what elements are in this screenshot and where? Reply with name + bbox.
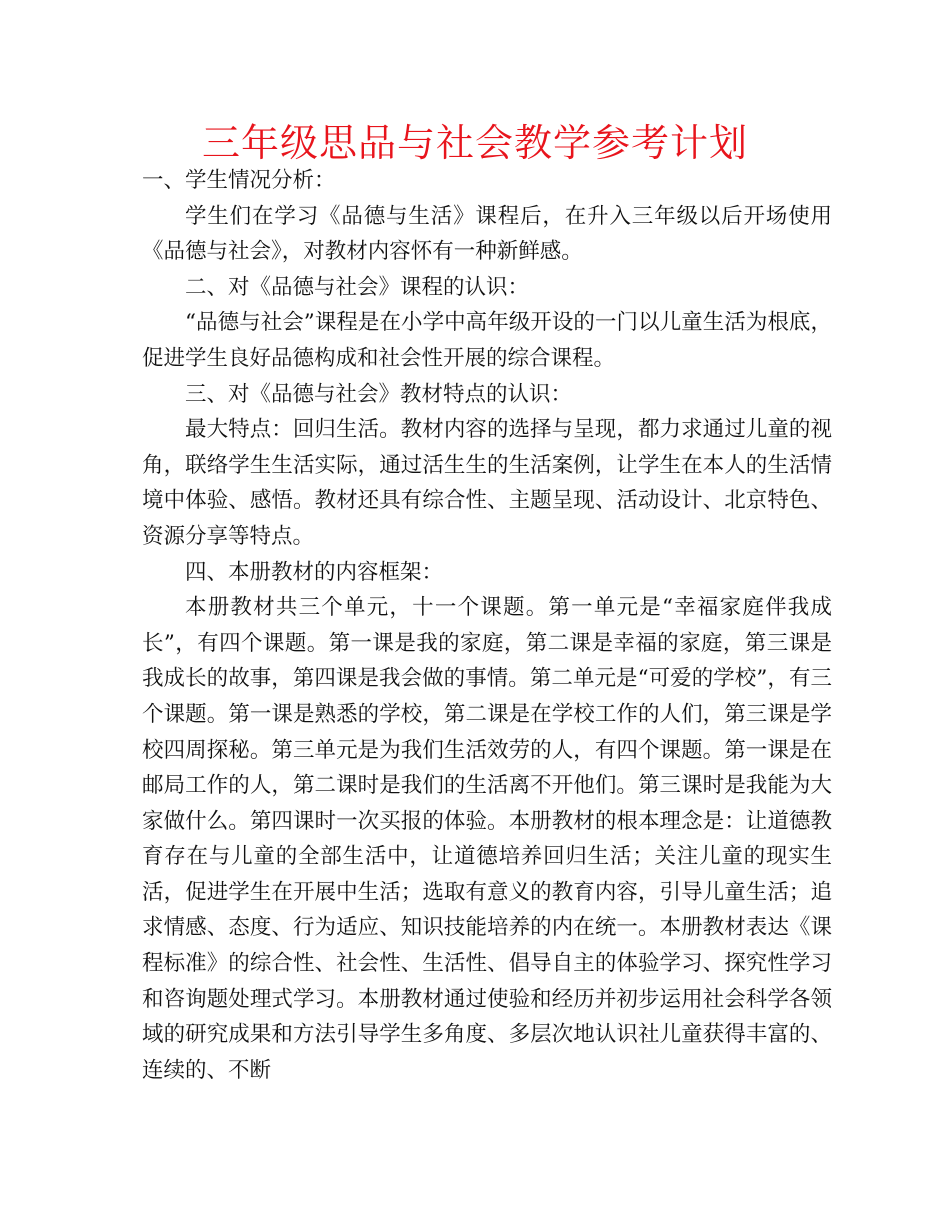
section-heading-textbook-features: 三、对《品德与社会》教材特点的认识： [185, 381, 573, 407]
section-heading-course-understanding: 二、对《品德与社会》课程的认识： [185, 274, 530, 300]
paragraph-content-framework: 本册教材共三个单元，十一个课题。第一单元是“幸福家庭伴我成长”，有四个课题。第一课是我的家庭，第二课是幸福的家庭，第三课是我成长的故事，第四课是我会做的事情。第二单元是“可爱的学校”，有三个课题。第一课是熟悉的学校，第二课是在学校工作的人们，第三课是学校四周探秘。第三单元是为我们生活效劳的人，有四个课题。第一课是在邮局工作的人，第二课时是我们的生活离不开他们。第三课时是我能为大家做什么。第四课时一次买报的体验。本册教材的根本理念是：让道德教育存在与儿童的全部生活中，让道德培养回归生活；关注儿童的现实生活，促进学生在开展中生活；选取有意义的教育内容，引导儿童生活；追求情感、态度、行为适应、知识技能培养的内在统一。本册教材表达《课程标准》的综合性、社会性、生活性、倡导自主的体验学习、探究性学习和咨询题处理式学习。本册教材通过使验和经历并初步运用社会科学各领域的研究成果和方法引导学生多角度、多层次地认识社儿童获得丰富的、连续的、不断 [142, 595, 832, 1083]
document-title: 三年级思品与社会教学参考计划 [201, 121, 748, 165]
paragraph-student-analysis: 学生们在学习《品德与生活》课程后，在升入三年级以后开场使用《品德与社会》，对教材内容怀有一种新鲜感。 [142, 203, 832, 265]
paragraph-textbook-features: 最大特点：回归生活。教材内容的选择与呈现，都力求通过儿童的视角，联络学生生活实际，通过活生生的生活案例，让学生在本人的生活情境中体验、感悟。教材还具有综合性、主题呈现、活动设计、北京特色、资源分享等特点。 [142, 417, 832, 549]
section-heading-student-analysis: 一、学生情况分析： [142, 168, 336, 193]
document-body [142, 163, 832, 1088]
paragraph-course-understanding: “品德与社会”课程是在小学中高年级开设的一门以儿童生活为根底，促进学生良好品德构成和社会性开展的综合课程。 [142, 310, 832, 371]
section-heading-content-framework: 四、本册教材的内容框架： [185, 559, 444, 585]
